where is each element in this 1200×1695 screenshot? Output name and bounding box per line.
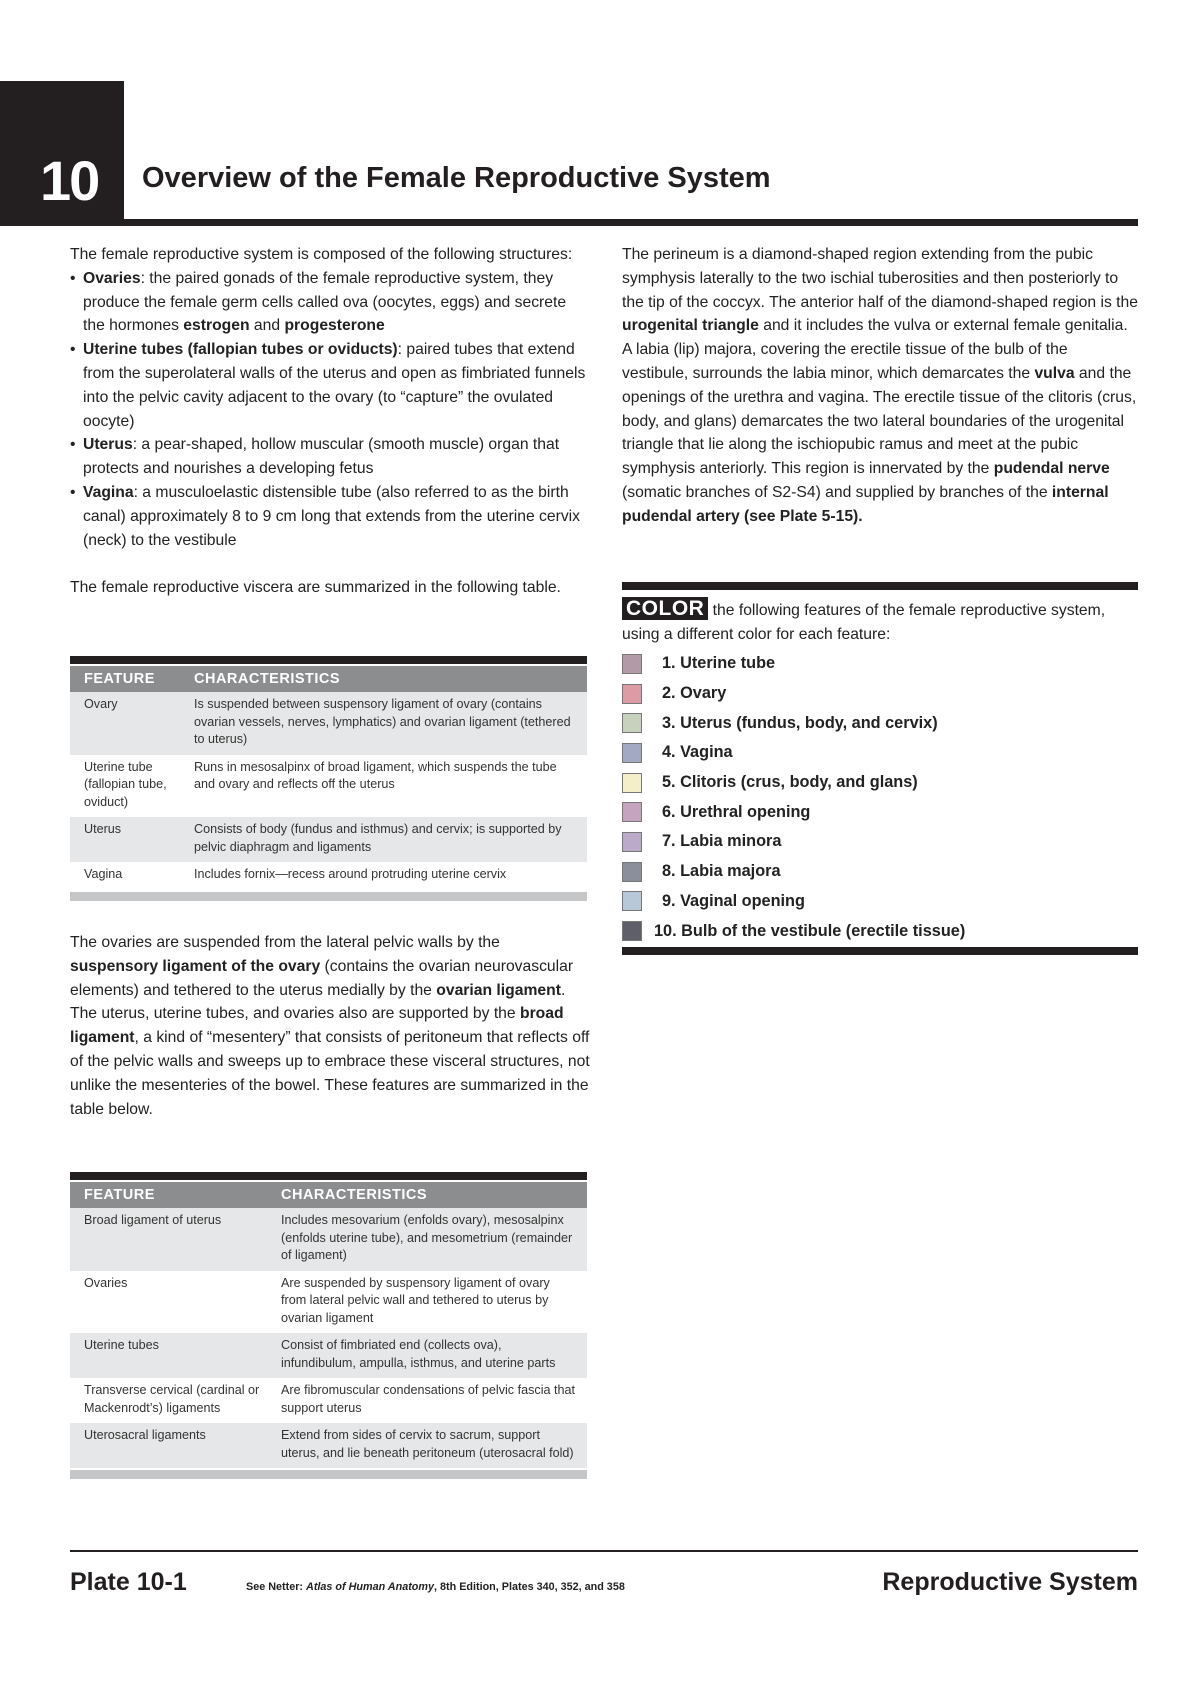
table-cell: Consists of body (fundus and isthmus) and cervix; is supported by pelvic diaphragm and ligaments: [194, 822, 562, 854]
plate-number: Plate 10-1: [70, 1568, 187, 1596]
table-cell: Transverse cervical (cardinal or Mackenrodt’s) ligaments: [84, 1383, 260, 1415]
color-key-item: [622, 679, 1138, 709]
paragraph: [622, 243, 1138, 529]
intro-paragraph: The female reproductive system is composed of the following structures:: [70, 246, 573, 263]
color-key-label: 4. Vagina: [662, 743, 733, 762]
table-row: [70, 1208, 587, 1271]
color-key-label: 6. Urethral opening: [662, 802, 811, 821]
table-cell: Is suspended between suspensory ligament of ovary (contains ovarian vessels, nerves, lymphatics) and ovarian ligament (tethered to uterus): [194, 697, 571, 746]
color-key-item: [622, 797, 1138, 827]
left-column: [70, 243, 590, 600]
table-cell: Consist of fimbriated end (collects ova), infundibulum, ampulla, isthmus, and uterine parts: [281, 1338, 556, 1370]
color-swatch[interactable]: [622, 773, 642, 793]
section-name: Reproductive System: [882, 1568, 1138, 1596]
table-cell: Uterosacral ligaments: [84, 1428, 206, 1442]
table-header: [70, 666, 587, 692]
color-swatch[interactable]: [622, 891, 642, 911]
bullet-text: : paired tubes that extend from the superolateral walls of the uterus and open as fimbriated funnels into the pelvic cavity adjacent to the ovary (to “capture” the ovulated oocyte): [83, 341, 586, 430]
perineum-paragraph: [622, 243, 1138, 529]
color-key-label: 9. Vaginal opening: [662, 891, 805, 910]
bullet-term: Ovaries: [83, 269, 141, 287]
table-cell: Ovary: [84, 697, 118, 711]
table-cell: Runs in mesosalpinx of broad ligament, which suspends the tube and ovary and reflects off the uterus: [194, 759, 557, 791]
color-swatch[interactable]: [622, 743, 642, 763]
color-key-item: [622, 738, 1138, 768]
structure-list: [70, 267, 590, 553]
table-top-bar: [70, 1172, 587, 1180]
table-row: [70, 692, 587, 755]
table-cell: Ovaries: [84, 1275, 128, 1290]
table-bottom-bar: [70, 1470, 587, 1479]
reference-suffix: , 8th Edition, Plates 340, 352, and 358: [434, 1581, 625, 1593]
netter-reference: [246, 1581, 625, 1593]
list-item: [70, 338, 590, 433]
paragraph-text: . The uterus, uterine tubes, and ovaries also are supported by the: [70, 981, 566, 1023]
table-cell: Broad ligament of uterus: [84, 1213, 222, 1227]
table-row: [70, 1378, 587, 1423]
bullet-term: progesterone: [284, 317, 385, 335]
table-row: [70, 755, 587, 818]
color-key-label: 2. Ovary: [662, 684, 727, 703]
table-cell: Uterine tubes: [84, 1338, 159, 1352]
bullet-term: Uterus: [83, 436, 133, 454]
bullet-term: Vagina: [83, 483, 134, 501]
paragraph-text: and it includes the vulva or external female genitalia. A labia (lip) majora, covering the erectile tissue of the bulb of the vestibule, surrounds the labia minor, which demarcates the: [622, 317, 1128, 382]
color-key-item: [622, 857, 1138, 887]
color-key-list: [622, 649, 1138, 946]
paragraph-text: The ovaries are suspended from the lateral pelvic walls by the: [70, 934, 500, 951]
bold-term: vulva: [1034, 364, 1075, 382]
color-key-label: 10. Bulb of the vestibule (erectile tissue): [654, 921, 966, 940]
reference-prefix: See Netter:: [246, 1581, 307, 1593]
color-swatch[interactable]: [622, 802, 642, 822]
instruction-text: the following features of the female reproductive system, using a different color for each feature:: [622, 602, 1106, 643]
table-cell: Are suspended by suspensory ligament of ovary from lateral pelvic wall and tethered to uterus by ovarian ligament: [281, 1275, 550, 1325]
title-rule: [0, 219, 1138, 226]
table-row: [70, 1333, 587, 1378]
table-bottom-bar: [70, 892, 587, 901]
table-cell: Includes fornix—recess around protruding uterine cervix: [194, 867, 507, 881]
bold-term: urogenital triangle: [622, 317, 759, 335]
color-key-item: [622, 916, 1138, 946]
column-header-characteristics: CHARACTERISTICS: [281, 1187, 428, 1203]
table-cell: Extend from sides of cervix to sacrum, support uterus, and lie beneath peritoneum (uterosacral fold): [281, 1428, 574, 1460]
bullet-term: Uterine tubes (fallopian tubes or oviducts): [83, 341, 398, 359]
table-row: [70, 1423, 587, 1468]
table-top-bar: [70, 656, 587, 664]
color-swatch[interactable]: [622, 713, 642, 733]
list-item: [70, 433, 590, 481]
table-row: [70, 817, 587, 862]
viscera-table: [70, 656, 587, 901]
ligament-paragraph: [70, 931, 590, 1121]
table-cell: Includes mesovarium (enfolds ovary), mesosalpinx (enfolds uterine tube), and mesometrium (remainder of ligament): [281, 1213, 573, 1262]
table-cell: Uterine tube (fallopian tube, oviduct): [84, 759, 167, 809]
table-cell: Vagina: [84, 867, 123, 881]
color-key-item: [622, 708, 1138, 738]
column-header-feature: FEATURE: [84, 1187, 155, 1203]
table-cell: Uterus: [84, 822, 122, 836]
table-row: [70, 1271, 587, 1334]
color-key-item: [622, 827, 1138, 857]
footer-rule: [70, 1550, 1138, 1552]
bold-term: suspensory ligament of the ovary: [70, 957, 321, 975]
chapter-number: 10: [40, 149, 99, 212]
color-key-label: 8. Labia majora: [662, 862, 781, 881]
table-header: [70, 1182, 587, 1208]
list-item: [70, 267, 590, 338]
paragraph: [70, 931, 590, 1121]
color-key-label: 7. Labia minora: [662, 832, 782, 851]
page-title: Overview of the Female Reproductive System: [142, 162, 771, 194]
bold-term: pudendal nerve: [993, 460, 1110, 478]
color-box-bottom-bar: [622, 947, 1138, 955]
list-item: [70, 481, 590, 552]
table-intro: The female reproductive viscera are summarized in the following table.: [70, 579, 561, 597]
column-header-feature: FEATURE: [84, 671, 155, 687]
color-key-item: [622, 649, 1138, 679]
color-key-item: [622, 887, 1138, 917]
color-swatch[interactable]: [622, 654, 642, 674]
bold-term: internal pudendal artery (see Plate 5-15).: [622, 483, 1109, 525]
color-label: COLOR: [622, 597, 708, 620]
color-swatch[interactable]: [622, 862, 642, 882]
color-key-item: [622, 768, 1138, 798]
bullet-text: : a pear-shaped, hollow muscular (smooth muscle) organ that protects and nourishes a developing fetus: [83, 436, 560, 478]
bold-term: ovarian ligament: [436, 981, 561, 999]
reference-book: Atlas of Human Anatomy: [306, 1581, 434, 1593]
paragraph-text: The perineum is a diamond-shaped region extending from the pubic symphysis laterally to the two ischial tuberosities and then posteriorly to the tip of the coccyx. The anterior half of the diamond-shaped region is the: [622, 246, 1138, 311]
ligament-table: [70, 1172, 587, 1479]
color-box-top-bar: [622, 582, 1138, 590]
bullet-text: : a musculoelastic distensible tube (also referred to as the birth canal) approximately 8 to 9 cm long that extends from the uterine cervix (neck) to the vestibule: [83, 483, 581, 549]
color-swatch[interactable]: [622, 684, 642, 704]
color-swatch[interactable]: [622, 832, 642, 852]
bullet-text: : the paired gonads of the female reproductive system, they produce the female germ cells called ova (oocytes, eggs) and secrete the hormones: [83, 269, 567, 335]
color-key-label: 1. Uterine tube: [662, 654, 776, 673]
color-swatch[interactable]: [622, 921, 642, 941]
color-key-label: 3. Uterus (fundus, body, and cervix): [662, 713, 938, 732]
bullet-text: and: [249, 317, 285, 335]
paragraph-text: and the openings of the urethra and vagina. The erectile tissue of the clitoris (crus, body, and glans) demarcates the two lateral boundaries of the urogenital triangle that lie along the ischiopubic ramus and meet at the pubic symphysis anteriorly. This region is innervated by the: [622, 364, 1137, 478]
paragraph-text: , a kind of “mesentery” that consists of peritoneum that reflects off of the pelvic walls and sweeps up to embrace these visceral structures, not unlike the mesenteries of the bowel. These features are summarized in the table below.: [70, 1029, 590, 1118]
table-row: [70, 862, 587, 890]
bullet-term: estrogen: [183, 317, 250, 335]
color-key-label: 5. Clitoris (crus, body, and glans): [662, 773, 918, 792]
table-cell: Are fibromuscular condensations of pelvic fascia that support uterus: [281, 1383, 576, 1415]
bold-term: broad ligament: [70, 1005, 564, 1047]
paragraph-text: (somatic branches of S2-S4) and supplied by branches of the: [622, 483, 1052, 501]
paragraph-text: (contains the ovarian neurovascular elements) and tethered to the uterus medially by the: [70, 957, 574, 999]
column-header-characteristics: CHARACTERISTICS: [194, 671, 341, 687]
color-instruction: [622, 597, 1138, 647]
